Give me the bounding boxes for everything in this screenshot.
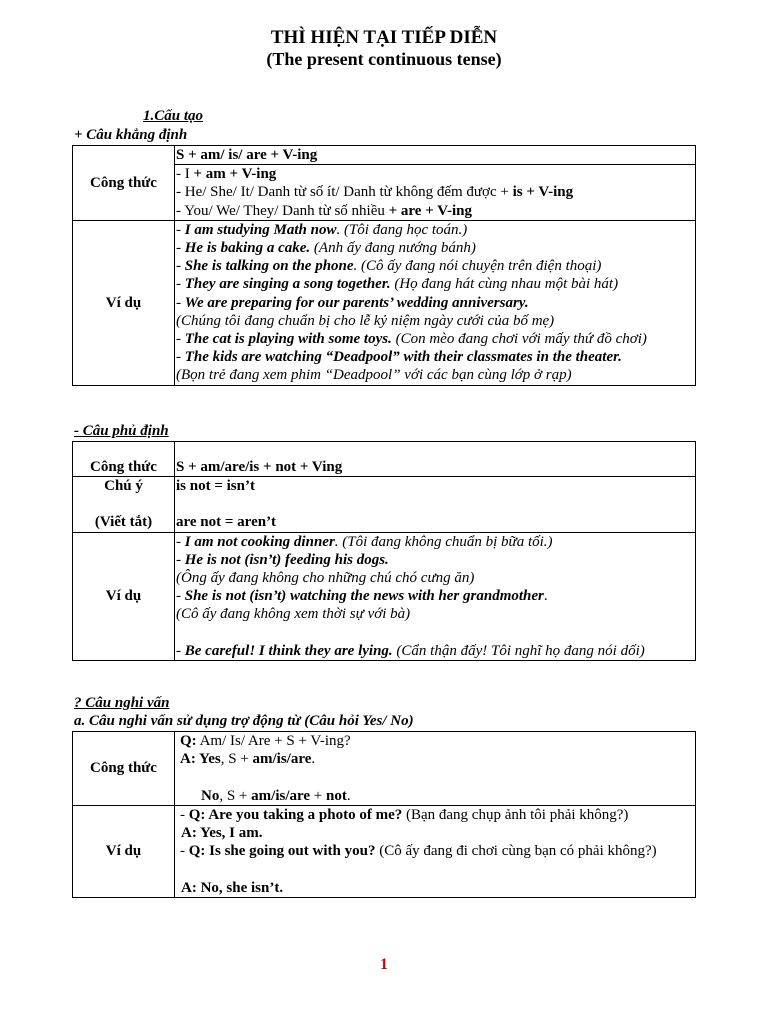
page-title: THÌ HIỆN TẠI TIẾP DIỄN: [270, 27, 498, 48]
table-row: [73, 146, 696, 165]
formula-text: Q: Am/ Is/ Are + S + V-ing? A: Yes, S + am/is/are. No, S + am/is/are + not.: [175, 732, 696, 806]
example-label: Ví dụ: [73, 805, 175, 897]
formula-label: Công thức: [73, 146, 175, 221]
formula-summary: S + am/ is/ are + V-ing: [175, 146, 696, 165]
example-list: - Q: Are you taking a photo of me? (Bạn đang chụp ảnh tôi phải không?) A: Yes, I am. - Q: Is she going out with you? (Cô ấy đang đi chơi cùng bạn có phải không?) A: No, she isn’t.: [175, 805, 696, 897]
example-list: - I am studying Math now. (Tôi đang học toán.) - He is baking a cake. (Anh ấy đang nướng bánh) - She is talking on the phone. (Cô ấy đang nói chuyện trên điện thoại) - They are singing a song together. (Họ đang hát cùng nhau một bài hát) - We are preparing for our parents’ wedding anniversary. (Chúng tôi đang chuẩn bị cho lễ kỷ niệm ngày cưới của bố mẹ) - The cat is playing with some toys. (Con mèo đang chơi với mấy thứ đồ chơi) - The kids are watching “Deadpool” with their classmates in the theater. (Bọn trẻ đang xem phim “Deadpool” với các bạn cùng lớp ở rạp): [175, 220, 696, 385]
formula-details: - I + am + V-ing - He/ She/ It/ Danh từ số ít/ Danh từ không đếm được + is + V-ing - You/ We/ They/ Danh từ số nhiều + are + V-ing: [175, 165, 696, 221]
example-list: - I am not cooking dinner. (Tôi đang không chuẩn bị bữa tối.) - He is not (isn’t) feeding his dogs. (Ông ấy đang không cho những chú chó cưng ăn) - She is not (isn’t) watching the news with her grandmother. (Cô ấy đang không xem thời sự với bà) - Be careful! I think they are lying. (Cẩn thận đấy! Tôi nghĩ họ đang nói dối): [175, 532, 696, 660]
formula-label: Công thức: [73, 732, 175, 806]
negative-table: [72, 441, 696, 661]
example-label: Ví dụ: [73, 220, 175, 385]
page-number: 1: [380, 956, 388, 973]
formula-text: S + am/are/is + not + Ving: [175, 442, 696, 477]
question-subheading: a. Câu nghi vấn sử dụng trợ động từ (Câu hỏi Yes/ No): [74, 713, 414, 729]
negative-heading: - Câu phủ định: [74, 423, 169, 439]
affirmative-table: [72, 145, 696, 386]
table-row: [73, 220, 696, 385]
page-subtitle: (The present continuous tense): [266, 49, 502, 69]
table-row: [73, 732, 696, 806]
example-label: Ví dụ: [73, 532, 175, 660]
formula-label: Công thức: [73, 442, 175, 477]
note-label: Chú ý (Viết tắt): [73, 477, 175, 533]
affirmative-heading: + Câu khẳng định: [74, 127, 188, 143]
question-table: [72, 731, 696, 898]
table-row: [73, 477, 696, 533]
table-row: [73, 442, 696, 477]
table-row: [73, 532, 696, 660]
table-row: [73, 805, 696, 897]
question-heading: ? Câu nghi vấn: [74, 695, 170, 711]
abbreviation-notes: is not = isn’t are not = aren’t: [175, 477, 696, 533]
section-heading-structure: 1.Cấu tạo: [143, 108, 204, 124]
